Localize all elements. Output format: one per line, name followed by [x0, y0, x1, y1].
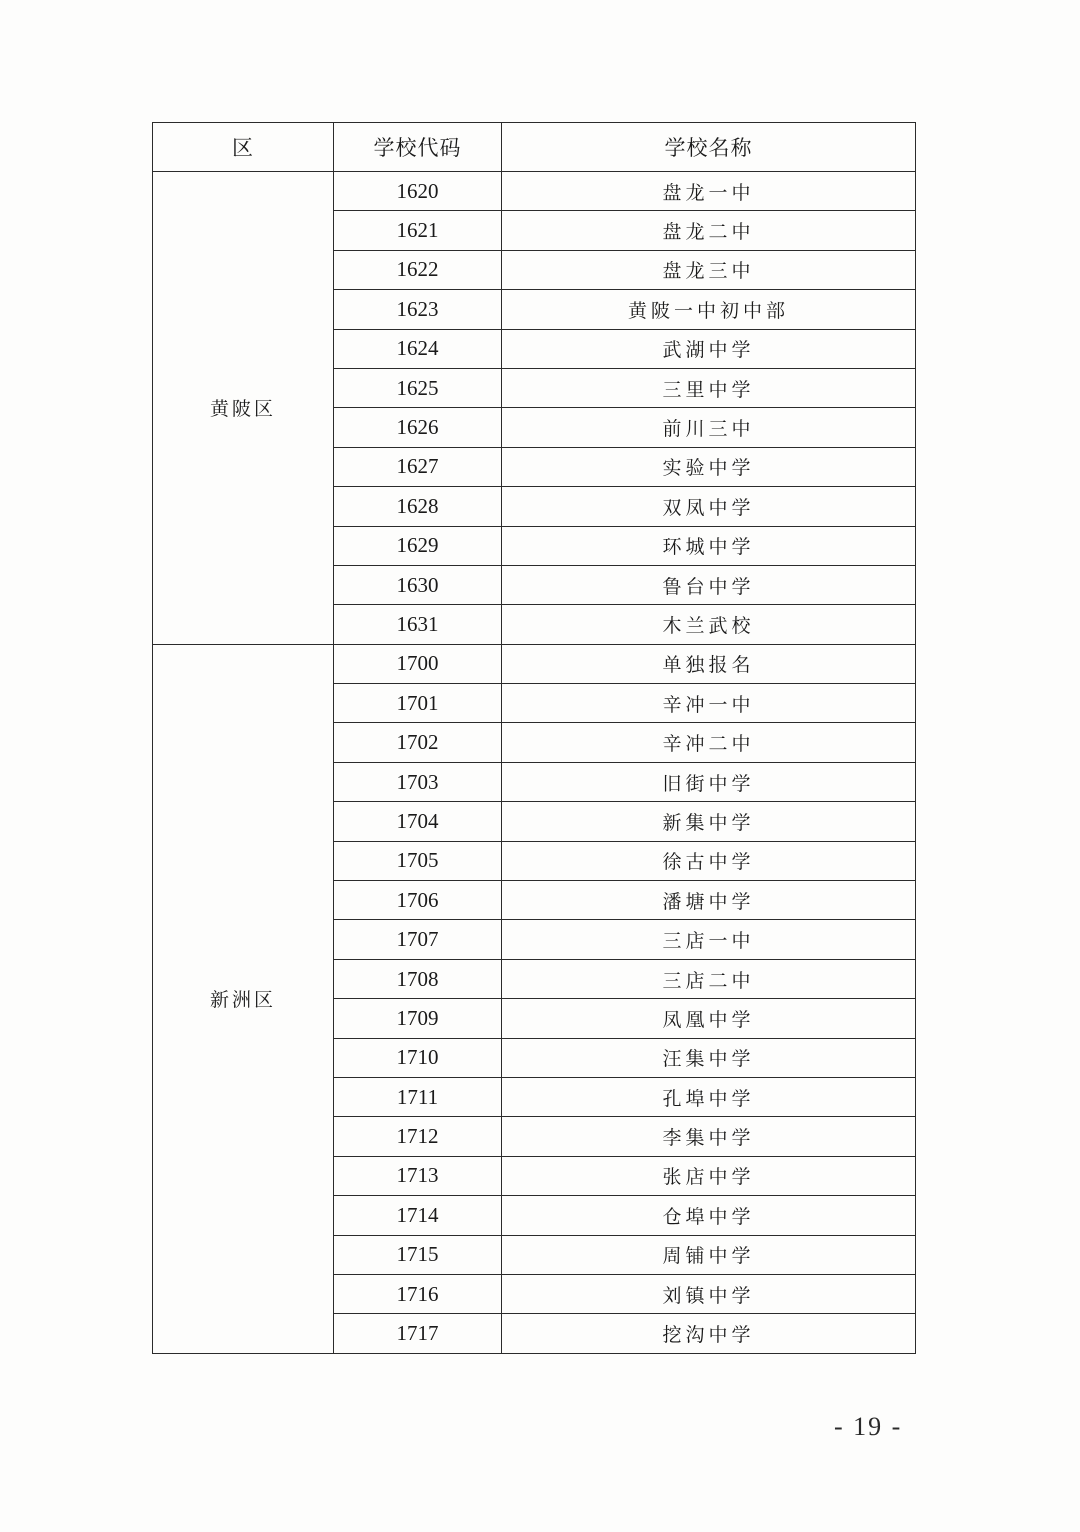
school-name-cell: 三店二中	[502, 959, 916, 998]
school-name-cell: 凤凰中学	[502, 999, 916, 1038]
school-code-cell: 1622	[334, 250, 502, 289]
school-name-cell: 辛冲一中	[502, 684, 916, 723]
school-name-cell: 前川三中	[502, 408, 916, 447]
school-code-cell: 1704	[334, 802, 502, 841]
school-code-cell: 1630	[334, 565, 502, 604]
school-code-cell: 1625	[334, 368, 502, 407]
school-name-cell: 盘龙一中	[502, 172, 916, 211]
school-code-cell: 1624	[334, 329, 502, 368]
school-name-cell: 周铺中学	[502, 1235, 916, 1274]
header-school-code: 学校代码	[334, 123, 502, 172]
school-code-cell: 1708	[334, 959, 502, 998]
school-code-cell: 1711	[334, 1077, 502, 1116]
school-name-cell: 新集中学	[502, 802, 916, 841]
school-code-cell: 1620	[334, 172, 502, 211]
header-district: 区	[153, 123, 334, 172]
school-code-cell: 1702	[334, 723, 502, 762]
school-name-cell: 汪集中学	[502, 1038, 916, 1077]
school-name-cell: 孔埠中学	[502, 1077, 916, 1116]
school-code-cell: 1627	[334, 447, 502, 486]
school-name-cell: 张店中学	[502, 1156, 916, 1195]
table-row	[153, 172, 916, 211]
district-cell: 黄陂区	[153, 172, 334, 645]
school-code-cell: 1703	[334, 762, 502, 801]
table-row	[153, 644, 916, 683]
school-name-cell: 双凤中学	[502, 487, 916, 526]
school-code-cell: 1712	[334, 1117, 502, 1156]
header-school-name: 学校名称	[502, 123, 916, 172]
school-name-cell: 潘塘中学	[502, 881, 916, 920]
school-name-cell: 仓埠中学	[502, 1196, 916, 1235]
school-name-cell: 李集中学	[502, 1117, 916, 1156]
school-name-cell: 木兰武校	[502, 605, 916, 644]
school-code-table	[152, 122, 916, 1354]
school-name-cell: 挖沟中学	[502, 1314, 916, 1353]
school-code-cell: 1714	[334, 1196, 502, 1235]
school-code-cell: 1631	[334, 605, 502, 644]
school-name-cell: 刘镇中学	[502, 1274, 916, 1313]
table-header-row	[153, 123, 916, 172]
district-cell: 新洲区	[153, 644, 334, 1353]
school-code-cell: 1621	[334, 211, 502, 250]
school-name-cell: 武湖中学	[502, 329, 916, 368]
school-code-cell: 1706	[334, 881, 502, 920]
table-body	[153, 172, 916, 1354]
school-name-cell: 盘龙三中	[502, 250, 916, 289]
school-code-cell: 1713	[334, 1156, 502, 1195]
school-name-cell: 旧街中学	[502, 762, 916, 801]
school-name-cell: 实验中学	[502, 447, 916, 486]
school-name-cell: 单独报名	[502, 644, 916, 683]
school-name-cell: 鲁台中学	[502, 565, 916, 604]
school-code-cell: 1626	[334, 408, 502, 447]
school-code-cell: 1700	[334, 644, 502, 683]
school-name-cell: 徐古中学	[502, 841, 916, 880]
school-code-cell: 1717	[334, 1314, 502, 1353]
school-code-cell: 1629	[334, 526, 502, 565]
school-name-cell: 三里中学	[502, 368, 916, 407]
school-code-cell: 1709	[334, 999, 502, 1038]
school-code-cell: 1628	[334, 487, 502, 526]
school-name-cell: 盘龙二中	[502, 211, 916, 250]
school-code-cell: 1705	[334, 841, 502, 880]
school-code-cell: 1623	[334, 290, 502, 329]
school-code-cell: 1707	[334, 920, 502, 959]
school-name-cell: 黄陂一中初中部	[502, 290, 916, 329]
school-name-cell: 三店一中	[502, 920, 916, 959]
school-code-cell: 1710	[334, 1038, 502, 1077]
school-code-cell: 1701	[334, 684, 502, 723]
school-code-cell: 1716	[334, 1274, 502, 1313]
page-number: - 19 -	[834, 1412, 903, 1441]
school-name-cell: 环城中学	[502, 526, 916, 565]
school-name-cell: 辛冲二中	[502, 723, 916, 762]
school-code-cell: 1715	[334, 1235, 502, 1274]
